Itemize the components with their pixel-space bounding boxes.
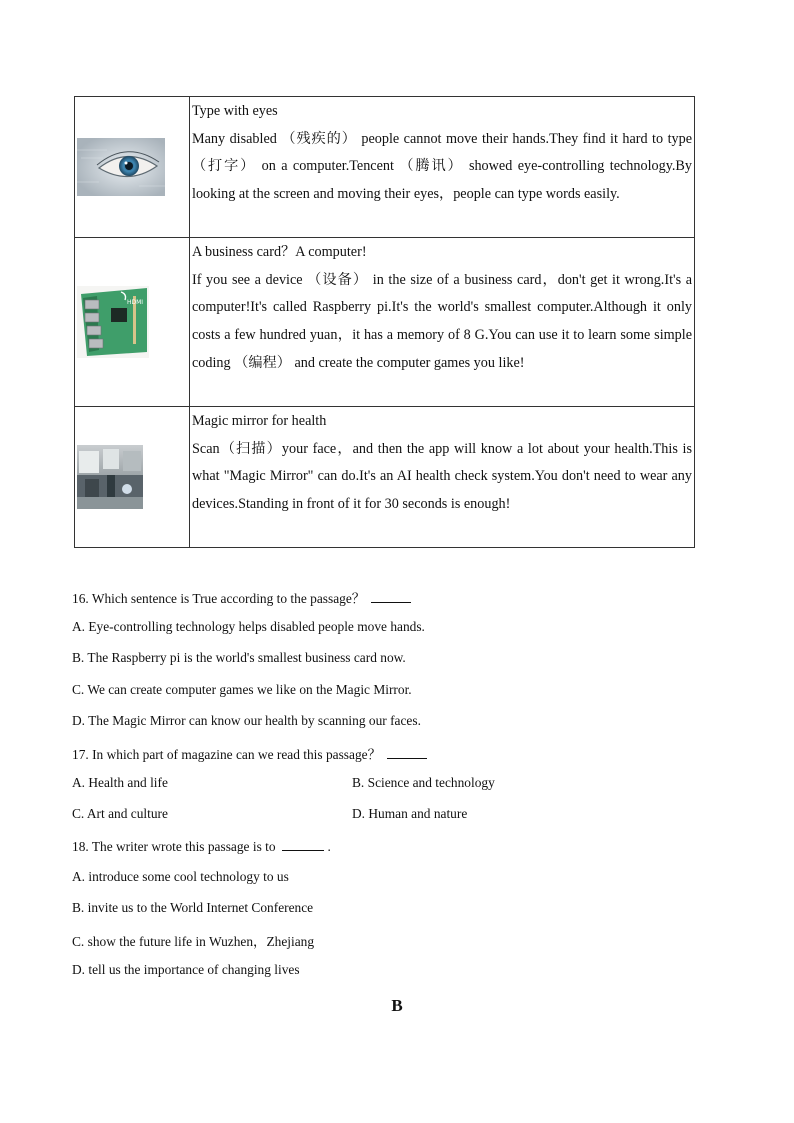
section-heading: B — [391, 996, 403, 1015]
article-title: Type with eyes — [192, 103, 278, 119]
text-cell — [190, 97, 695, 238]
table-row — [75, 407, 695, 548]
text-cell — [190, 407, 695, 548]
option-b: B. invite us to the World Internet Conference — [72, 900, 314, 915]
question-stem: 16. Which sentence is True according to the passage？ — [72, 591, 366, 606]
option-a: A. Eye-controlling technology helps disabled people move hands. — [72, 619, 425, 634]
question-stem: 17. In which part of magazine can we read this passage？ — [72, 747, 381, 762]
room-mirror-image — [77, 445, 143, 509]
info-table — [74, 96, 695, 548]
article-body: Scan（扫描）your face，and then the app will know a lot about your health.This is what "Magic Mirror" can do.It's an AI health check system.You don't need to wear any devices.Standing in front of it for 30 seconds is enough! — [192, 440, 692, 513]
image-cell — [75, 97, 190, 238]
image-cell — [75, 238, 190, 407]
question-16 — [72, 588, 411, 607]
option-a: A. Health and life — [72, 775, 168, 790]
question-17 — [72, 744, 427, 763]
option-a: A. introduce some cool technology to us — [72, 869, 289, 884]
option-c: C. show the future life in Wuzhen，Zhejiang — [72, 934, 315, 949]
question-stem: 18. The writer wrote this passage is to — [72, 839, 276, 854]
option-d: D. Human and nature — [352, 806, 468, 821]
option-d: D. tell us the importance of changing lives — [72, 962, 300, 977]
table-row — [75, 97, 695, 238]
answer-blank[interactable] — [387, 746, 427, 759]
answer-blank[interactable] — [282, 838, 324, 851]
option-b: B. Science and technology — [352, 775, 495, 790]
image-cell — [75, 407, 190, 548]
option-c: C. Art and culture — [72, 806, 168, 821]
circuit-board-image — [77, 286, 149, 358]
article-body: If you see a device （设备） in the size of a business card，don't get it wrong.It's a computer!It's called Raspberry pi.It's the world's smallest computer.Although it only costs a few hundred yuan，it has a memory of 8 G.You can use it to learn some simple coding （编程） and create the computer games you like! — [192, 271, 692, 371]
article-title: A business card？A computer! — [192, 244, 367, 260]
text-cell — [190, 238, 695, 407]
option-d: D. The Magic Mirror can know our health by scanning our faces. — [72, 713, 421, 728]
eye-closeup-image — [77, 138, 165, 196]
question-18 — [72, 838, 331, 855]
option-c: C. We can create computer games we like on the Magic Mirror. — [72, 682, 412, 697]
question-stem-end: . — [327, 839, 331, 854]
table-row — [75, 238, 695, 407]
answer-blank[interactable] — [371, 590, 411, 603]
article-body: Many disabled （残疾的） people cannot move their hands.They find it hard to type （打字） on a computer.Tencent （腾讯） showed eye-controlling technology.By looking at the screen and moving their eyes，people can type words easily. — [192, 130, 692, 203]
svg-text:HDMI: HDMI — [127, 299, 144, 306]
article-title: Magic mirror for health — [192, 413, 327, 429]
option-b: B. The Raspberry pi is the world's smallest business card now. — [72, 650, 406, 665]
